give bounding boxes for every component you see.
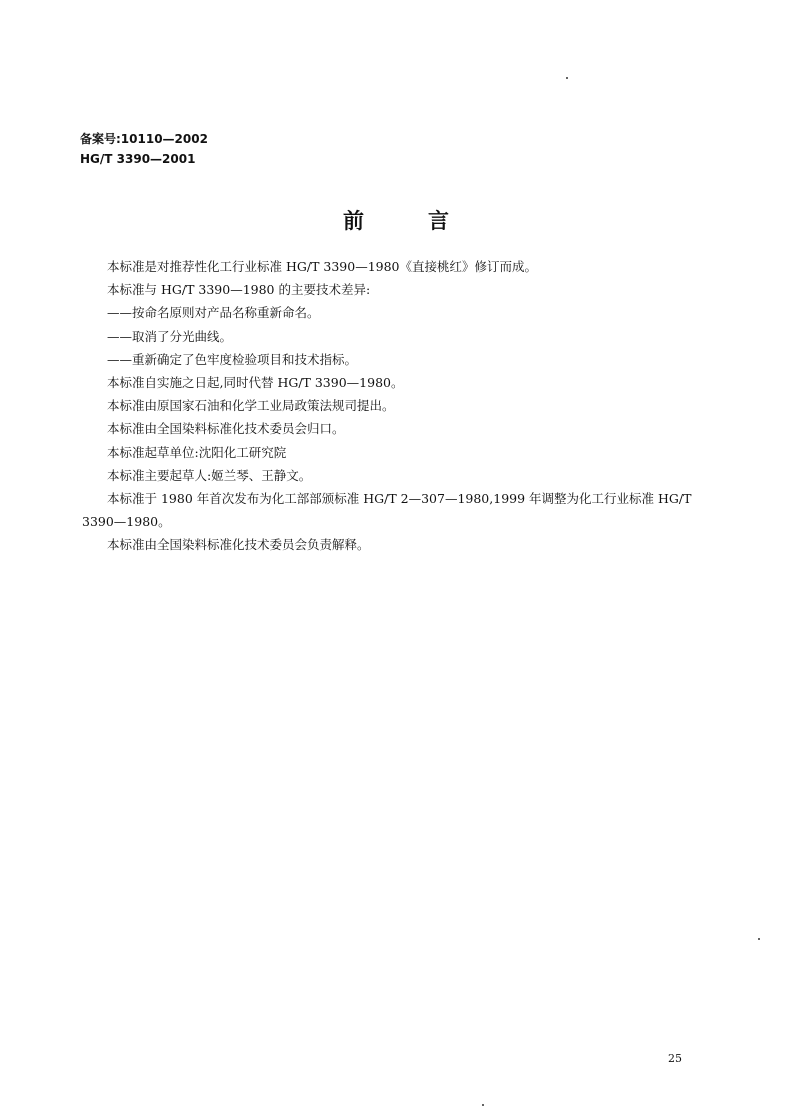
standard-number: HG/T 3390—2001 [80, 152, 196, 166]
paragraph-drafters: 本标准主要起草人:姬兰琴、王静文。 [107, 467, 312, 483]
foreword-body [82, 255, 712, 557]
paragraph-difference-2: ——取消了分光曲线。 [107, 328, 233, 344]
scan-speck [566, 77, 568, 79]
paragraph-interpretation: 本标准由全国染料标准化技术委员会负责解释。 [107, 537, 370, 553]
record-number: 备案号:10110—2002 [80, 132, 208, 146]
document-header [80, 129, 208, 169]
scan-speck [482, 1104, 484, 1106]
paragraph-replacement: 本标准自实施之日起,同时代替 HG/T 3390—1980。 [107, 375, 404, 391]
paragraph-differences: 本标准与 HG/T 3390—1980 的主要技术差异: [107, 282, 371, 298]
paragraph-drafting-unit: 本标准起草单位:沈阳化工研究院 [107, 444, 287, 460]
page-number: 25 [668, 1052, 682, 1065]
paragraph-difference-3: ——重新确定了色牢度检验项目和技术指标。 [107, 351, 358, 367]
paragraph-history: 本标准于 1980 年首次发布为化工部部颁标准 HG/T 2—307—1980,1999 年调整为化工行业标准 HG/T 3390—1980。 [82, 491, 692, 530]
section-title: 前言 [343, 209, 513, 233]
scan-speck [758, 938, 760, 940]
paragraph-difference-1: ——按命名原则对产品名称重新命名。 [107, 305, 320, 321]
paragraph-revision: 本标准是对推荐性化工行业标准 HG/T 3390—1980《直接桃红》修订而成。 [107, 259, 538, 274]
paragraph-proposer: 本标准由原国家石油和化学工业局政策法规司提出。 [107, 398, 395, 414]
paragraph-administration: 本标准由全国染料标准化技术委员会归口。 [107, 421, 345, 437]
